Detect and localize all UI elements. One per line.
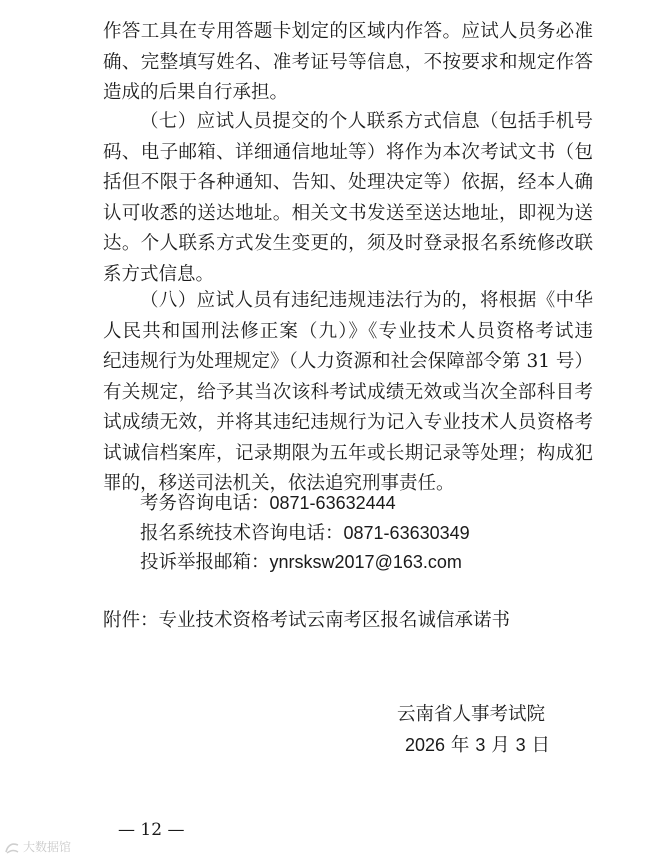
paragraph-line: 有关规定，给予其当次该科考试成绩无效或当次全部科目考 — [103, 381, 593, 403]
watermark-logo-icon — [4, 841, 20, 855]
complaint-email-label: 投诉举报邮箱： — [140, 552, 270, 573]
watermark — [4, 838, 71, 856]
complaint-email — [140, 547, 462, 578]
paragraph-line: 作答工具在专用答题卡划定的区域内作答。应试人员务必准 — [103, 21, 593, 42]
paragraph-line: 试成绩无效，并将其违纪违规行为记入专业技术人员资格考 — [103, 412, 593, 433]
issue-date-month-suffix: 月 — [485, 735, 516, 756]
paragraph-line: 括但不限于各种通知、告知、处理决定等）依据，经本人确 — [103, 172, 593, 193]
watermark-text: 大数据馆 — [23, 840, 72, 854]
paragraph-item-7 — [103, 107, 593, 290]
issue-date-day: 3 — [515, 735, 526, 755]
attachment-line: 附件：专业技术资格考试云南考区报名诚信承诺书 — [103, 610, 511, 631]
paragraph-line: 试诚信档案库，记录期限为五年或长期记录等处理；构成犯 — [103, 442, 593, 464]
tech-support-phone — [140, 518, 470, 549]
issue-date — [405, 730, 550, 761]
paragraph-line: 罪的，移送司法机关，依法追究刑事责任。 — [103, 473, 455, 494]
tech-support-phone-value: 0871-63630349 — [343, 523, 470, 543]
tech-support-phone-label: 报名系统技术咨询电话： — [140, 523, 344, 544]
page-number: — 12 — — [118, 820, 185, 840]
paragraph-line: （八）应试人员有违纪违规违法行为的，将根据《中华 — [140, 290, 593, 311]
exam-affairs-phone — [140, 488, 396, 519]
exam-affairs-phone-label: 考务咨询电话： — [140, 493, 270, 514]
paragraph-item-8 — [103, 286, 593, 500]
complaint-email-value: ynrsksw2017@163.com — [269, 552, 462, 572]
issuing-organization: 云南省人事考试院 — [397, 704, 546, 725]
issue-date-day-suffix: 日 — [525, 735, 550, 756]
issue-date-month: 3 — [475, 735, 486, 755]
issue-date-year-suffix: 年 — [445, 735, 476, 756]
exam-affairs-phone-value: 0871-63632444 — [269, 493, 396, 513]
paragraph-line: 认可收悉的送达地址。相关文书发送至送达地址，即视为送 — [103, 202, 593, 224]
issue-date-year: 2026 — [405, 735, 446, 755]
paragraph-line: 码、电子邮箱、详细通信地址等）将作为本次考试文书（包 — [103, 141, 593, 163]
paragraph-line: 造成的后果自行承担。 — [103, 82, 289, 103]
paragraph-line: 确、完整填写姓名、准考证号等信息，不按要求和规定作答 — [103, 51, 593, 73]
paragraph-line: 达。个人联系方式发生变更的，须及时登录报名系统修改联 — [103, 233, 593, 254]
paragraph-line: 人民共和国刑法修正案（九）》《专业技术人员资格考试违 — [103, 320, 593, 342]
paragraph-line: （七）应试人员提交的个人联系方式信息（包括手机号 — [140, 111, 593, 132]
paragraph-continuation — [103, 17, 593, 109]
paragraph-line: 系方式信息。 — [103, 263, 215, 285]
paragraph-line: 纪违规行为处理规定》（人力资源和社会保障部令第 31 号） — [103, 351, 593, 372]
